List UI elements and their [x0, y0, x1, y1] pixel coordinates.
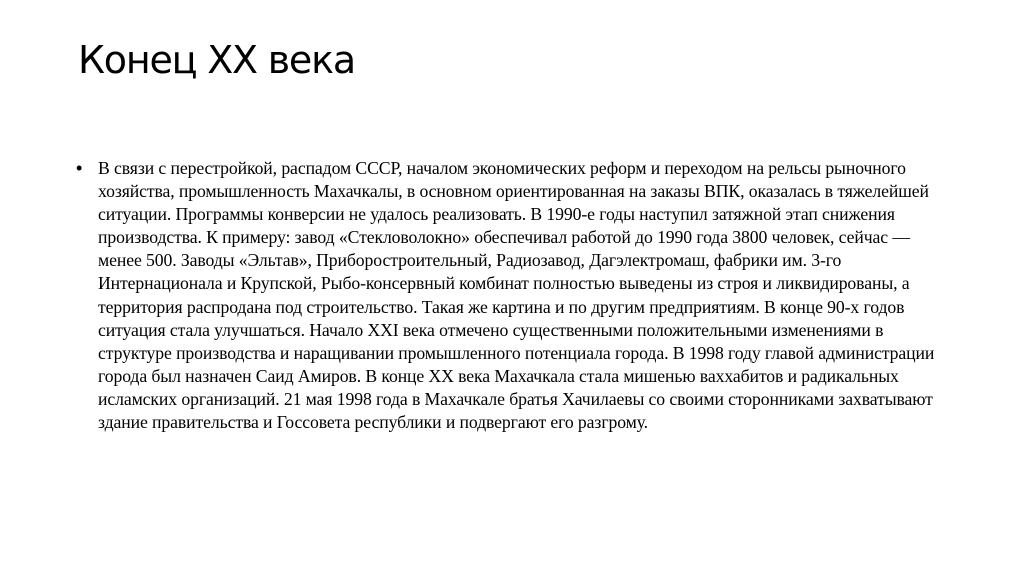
slide-content — [76, 157, 956, 434]
slide-title: Конец XX века — [78, 38, 355, 82]
bullet-marker: • — [76, 158, 83, 178]
bullet-item — [76, 157, 956, 434]
bullet-text: В связи с перестройкой, распадом СССР, началом экономических реформ и переходом на рельсы рыночного хозяйства, промышленность Махачкалы, в основном ориентированная на заказы ВПК, оказалась в тяжелейшей ситуации. Программы конверсии не удалось реализовать. В 1990-е годы наступил затяжной этап снижения производства. К примеру: завод «Стекловолокно» обеспечивал работой до 1990 года 3800 человек, сейчас — менее 500. Заводы «Эльтав», Приборостроительный, Радиозавод, Дагэлектромаш, фабрики им. 3-го Интернационала и Крупской, Рыбо-консервный комбинат полностью выведены из строя и ликвидированы, а территория распродана под строительство. Такая же картина и по другим предприятиям. В конце 90-х годов ситуация стала улучшаться. Начало XXI века отмечено существенными положительными изменениями в структуре производства и наращивании промышленного потенциала города. В 1998 году главой администрации города был назначен Саид Амиров. В конце XX века Махачкала стала мишенью ваххабитов и радикальных исламских организаций. 21 мая 1998 года в Махачкале братья Хачилаевы со своими сторонниками захватывают здание правительства и Госсовета республики и подвергают его разгрому. — [98, 158, 935, 433]
